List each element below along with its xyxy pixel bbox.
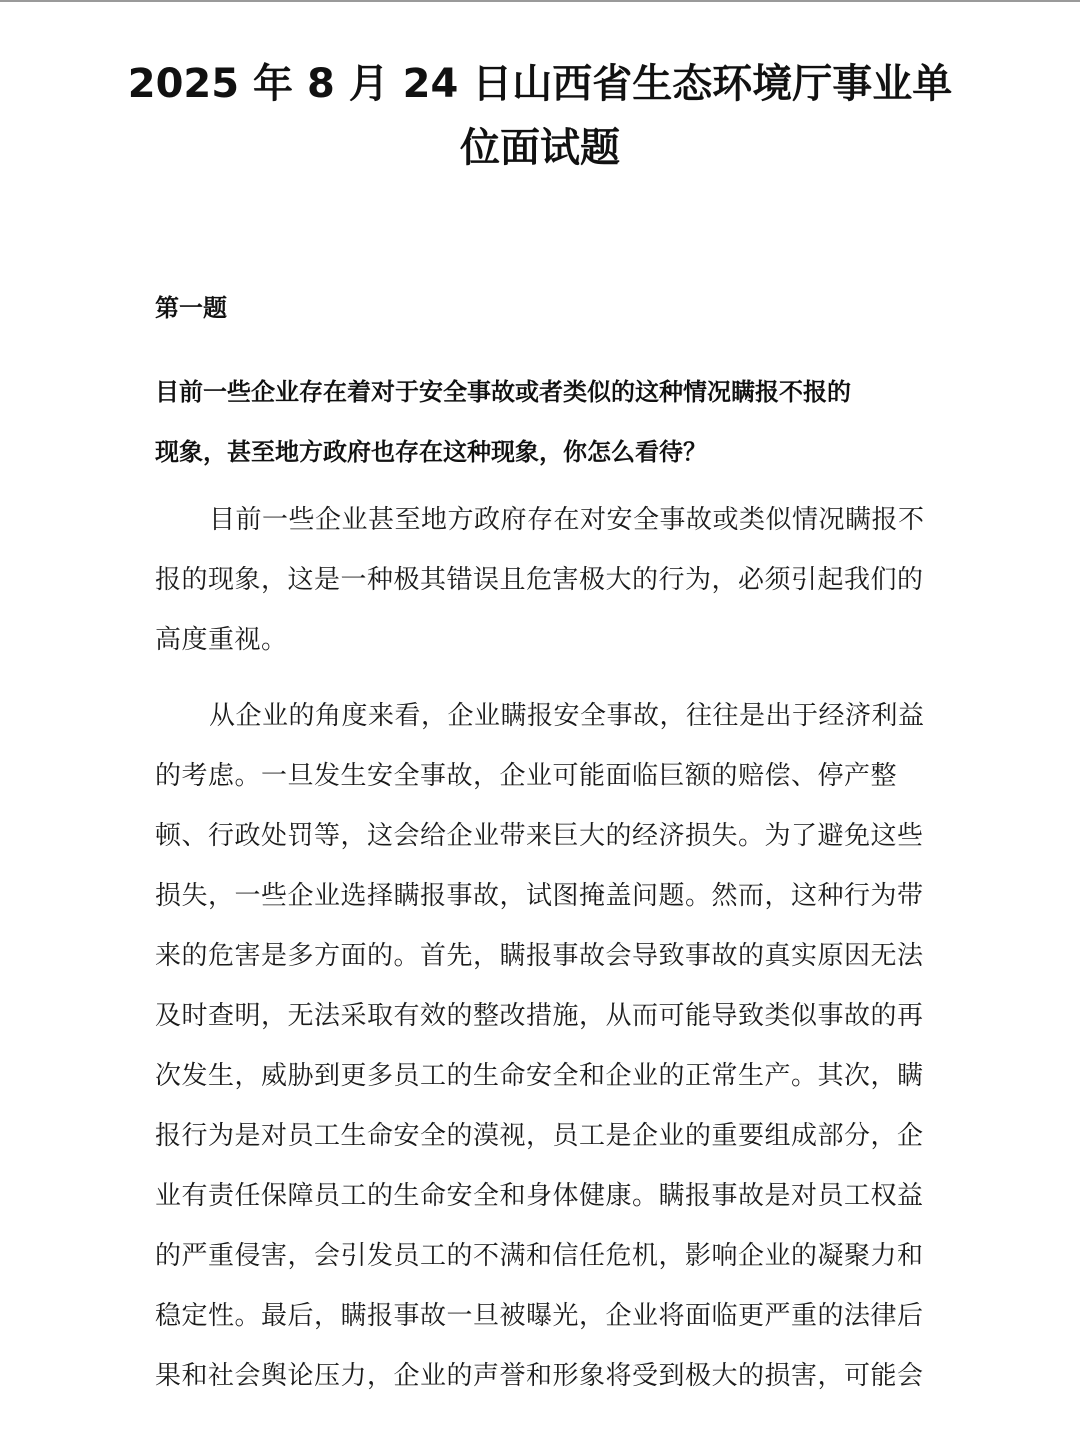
paragraph-line: 业有责任保障员工的生命安全和身体健康。瞒报事故是对员工权益	[155, 1181, 924, 1211]
section-heading: 第一题	[155, 294, 227, 322]
question-text	[155, 362, 955, 482]
question-line: 现象，甚至地方政府也存在这种现象，你怎么看待？	[155, 438, 707, 466]
paragraph-line: 顿、行政处罚等，这会给企业带来巨大的经济损失。为了避免这些	[155, 821, 924, 851]
paragraph-line: 的严重侵害，会引发员工的不满和信任危机，影响企业的凝聚力和	[155, 1241, 924, 1271]
paragraph-line: 及时查明，无法采取有效的整改措施，从而可能导致类似事故的再	[155, 1001, 924, 1031]
paragraph-line: 稳定性。最后，瞒报事故一旦被曝光，企业将面临更严重的法律后	[155, 1301, 924, 1331]
title-line-1: 2025 年 8 月 24 日山西省生态环境厅事业单	[127, 61, 953, 107]
paragraph-line: 次发生，威胁到更多员工的生命安全和企业的正常生产。其次，瞒	[155, 1061, 924, 1091]
paragraph-line: 损失，一些企业选择瞒报事故，试图掩盖问题。然而，这种行为带	[155, 881, 924, 911]
title-line-2: 位面试题	[460, 125, 620, 171]
question-line: 目前一些企业存在着对于安全事故或者类似的这种情况瞒报不报的	[155, 378, 851, 406]
answer-paragraph-1	[155, 490, 955, 670]
paragraph-line: 果和社会舆论压力，企业的声誉和形象将受到极大的损害，可能会	[155, 1361, 924, 1391]
paragraph-line: 来的危害是多方面的。首先，瞒报事故会导致事故的真实原因无法	[155, 941, 924, 971]
answer-paragraph-2	[155, 686, 955, 1406]
page-top-border	[0, 0, 1080, 2]
paragraph-line: 的考虑。一旦发生安全事故，企业可能面临巨额的赔偿、停产整	[155, 761, 898, 791]
document-title	[100, 52, 980, 180]
paragraph-line: 报的现象，这是一种极其错误且危害极大的行为，必须引起我们的	[155, 565, 924, 595]
paragraph-line: 高度重视。	[155, 625, 288, 655]
paragraph-line: 目前一些企业甚至地方政府存在对安全事故或类似情况瞒报不	[209, 505, 925, 535]
paragraph-line: 报行为是对员工生命安全的漠视，员工是企业的重要组成部分，企	[155, 1121, 924, 1151]
paragraph-line: 从企业的角度来看，企业瞒报安全事故，往往是出于经济利益	[209, 701, 925, 731]
